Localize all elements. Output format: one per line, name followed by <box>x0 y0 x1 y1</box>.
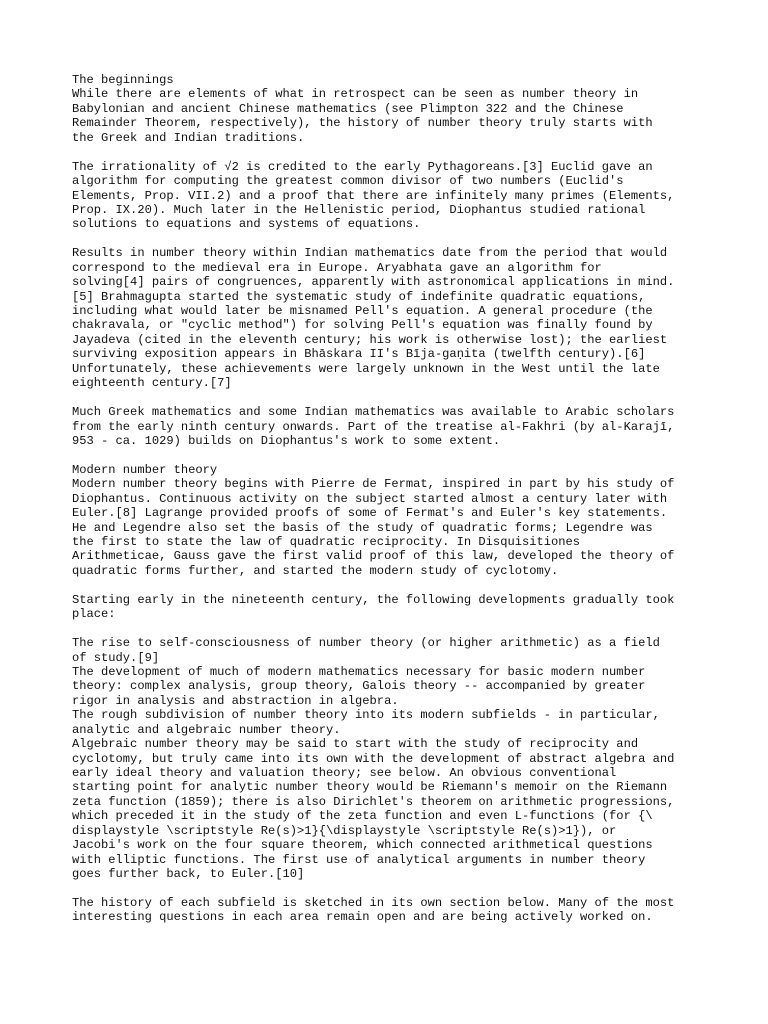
text-line: the first to state the law of quadratic reciprocity. In Disquisitiones <box>72 535 581 549</box>
paragraph <box>72 593 712 622</box>
text-line: The history of each subfield is sketched in its own section below. Many of the most <box>72 895 675 910</box>
paragraph <box>72 896 712 925</box>
text-line: displaystyle \scriptstyle Re(s)>1}{\displaystyle \scriptstyle Re(s)>1}), or <box>72 823 617 838</box>
text-line: He and Legendre also set the basis of the study of quadratic forms; Legendre was <box>72 520 653 535</box>
text-line: Remainder Theorem, respectively), the history of number theory truly starts with <box>72 116 653 131</box>
text-line: Starting early in the nineteenth century, the following developments gradually took <box>72 592 675 607</box>
text-line: zeta function (1859); there is also Dirichlet's theorem on arithmetic progressions, <box>72 794 675 809</box>
text-line: interesting questions in each area remain open and are being actively worked on. <box>72 910 653 925</box>
text-line: chakravala, or "cyclic method") for solving Pell's equation was finally found by <box>72 318 653 333</box>
text-line: Prop. IX.20). Much later in the Hellenistic period, Diophantus studied rational <box>72 202 646 217</box>
text-line: including what would later be misnamed Pell's equation. A general procedure (the <box>72 304 653 318</box>
text-line: Unfortunately, these achievements were largely unknown in the West until the late <box>72 361 660 376</box>
paragraph <box>72 73 712 145</box>
text-line: The development of much of modern mathematics necessary for basic modern number <box>72 664 646 679</box>
text-line: place: <box>72 607 116 622</box>
text-line: The rough subdivision of number theory into its modern subfields - in particular, <box>72 708 660 723</box>
text-line: Modern number theory begins with Pierre de Fermat, inspired in part by his study of <box>72 477 675 492</box>
document-page <box>72 73 712 925</box>
text-line: starting point for analytic number theory would be Riemann's memoir on the Riemann <box>72 780 668 795</box>
text-line: goes further back, to Euler.[10] <box>72 867 305 882</box>
text-line: Euler.[8] Lagrange provided proofs of some of Fermat's and Euler's key statements. <box>72 506 668 521</box>
paragraph-gap <box>72 882 712 896</box>
text-line: with elliptic functions. The first use of analytical arguments in number theory <box>72 852 646 867</box>
text-line: Arithmeticae, Gauss gave the first valid proof of this law, developed the theory of <box>72 549 675 564</box>
text-line: The rise to self-consciousness of number theory (or higher arithmetic) as a field <box>72 636 660 651</box>
text-line: quadratic forms further, and started the modern study of cyclotomy. <box>72 563 559 578</box>
text-line: which preceded it in the study of the zeta function and even L-functions (for {\ <box>72 809 653 824</box>
text-line: algorithm for computing the greatest common divisor of two numbers (Euclid's <box>72 174 624 189</box>
paragraph <box>72 636 712 881</box>
text-line: analytic and algebraic number theory. <box>72 722 341 737</box>
text-line: Results in number theory within Indian mathematics date from the period that would <box>72 246 668 261</box>
text-line: Algebraic number theory may be said to start with the study of reciprocity and <box>72 737 639 752</box>
text-line: correspond to the medieval era in Europe. Aryabhata gave an algorithm for <box>72 260 602 275</box>
text-line: theory: complex analysis, group theory, Galois theory -- accompanied by greater <box>72 679 646 694</box>
paragraph-gap <box>72 622 712 636</box>
text-line: early ideal theory and valuation theory; see below. An obvious conventional <box>72 766 617 780</box>
text-line: cyclotomy, but truly came into its own with the development of abstract algebra and <box>72 751 675 766</box>
paragraph-gap <box>72 578 712 592</box>
paragraph <box>72 246 712 390</box>
text-line: eighteenth century.[7] <box>72 376 232 391</box>
text-line: Modern number theory <box>72 462 218 477</box>
text-line: While there are elements of what in retrospect can be seen as number theory in <box>72 87 639 102</box>
paragraph-gap <box>72 232 712 246</box>
text-line: The irrationality of √2 is credited to the early Pythagoreans.[3] Euclid gave an <box>72 159 653 174</box>
text-line: from the early ninth century onwards. Part of the treatise al-Fakhri (by al-Karajī, <box>72 419 675 434</box>
text-line: solving[4] pairs of congruences, apparently with astronomical applications in mind. <box>72 275 675 290</box>
text-line: Babylonian and ancient Chinese mathematics (see Plimpton 322 and the Chinese <box>72 101 624 116</box>
text-line: Elements, Prop. VII.2) and a proof that there are infinitely many primes (Elements, <box>72 188 675 203</box>
text-line: rigor in analysis and abstraction in algebra. <box>72 693 399 708</box>
paragraph-gap <box>72 145 712 159</box>
text-line: [5] Brahmagupta started the systematic study of indefinite quadratic equations, <box>72 289 646 304</box>
paragraph <box>72 405 712 448</box>
paragraph-gap <box>72 391 712 405</box>
paragraph-gap <box>72 448 712 462</box>
text-line: Jacobi's work on the four square theorem, which connected arithmetical questions <box>72 838 653 853</box>
text-line: the Greek and Indian traditions. <box>72 130 305 145</box>
text-line: The beginnings <box>72 73 174 87</box>
paragraph <box>72 160 712 232</box>
paragraph <box>72 463 712 579</box>
text-line: of study.[9] <box>72 650 160 665</box>
text-line: 953 - ca. 1029) builds on Diophantus's work to some extent. <box>72 433 501 448</box>
text-line: Much Greek mathematics and some Indian mathematics was available to Arabic scholars <box>72 405 675 420</box>
text-line: Jayadeva (cited in the eleventh century; his work is otherwise lost); the earliest <box>72 332 668 347</box>
text-line: Diophantus. Continuous activity on the subject started almost a century later with <box>72 491 668 506</box>
text-line: solutions to equations and systems of equations. <box>72 217 421 232</box>
text-line: surviving exposition appears in Bhāskara II's Bīja-gaṇita (twelfth century).[6] <box>72 347 646 362</box>
